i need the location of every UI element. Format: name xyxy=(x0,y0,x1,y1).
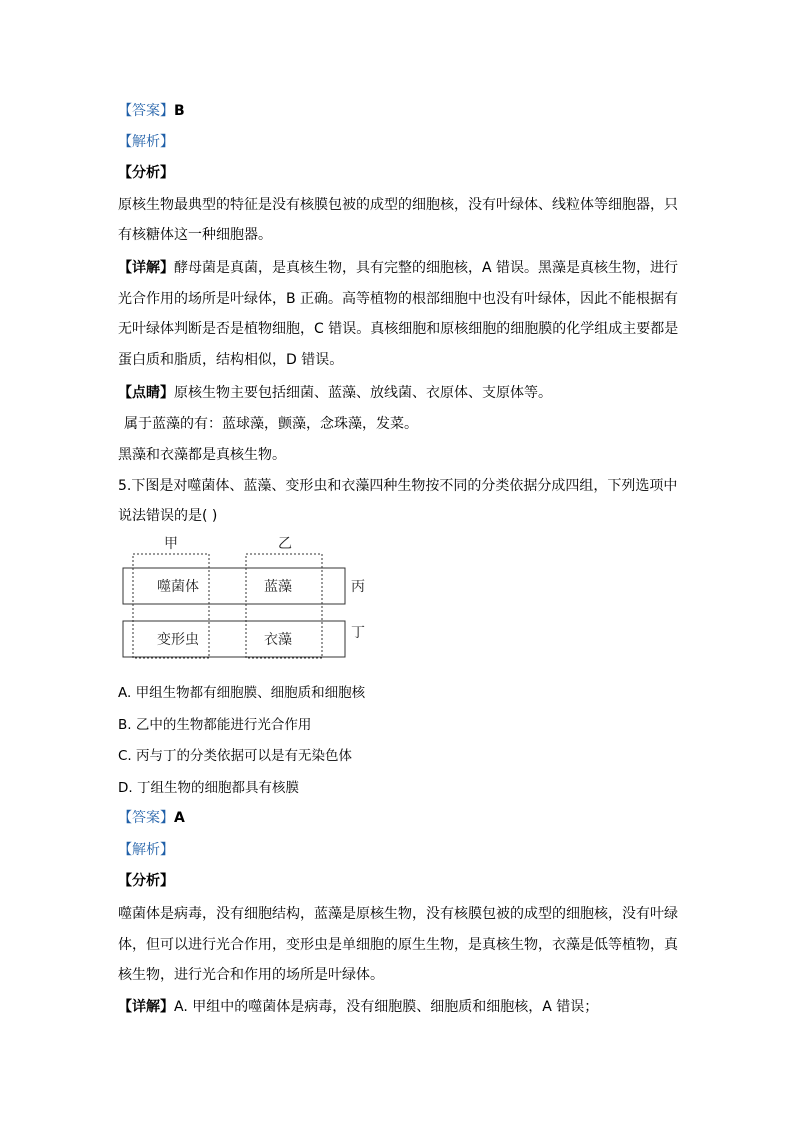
answer-line-1 xyxy=(118,101,185,121)
row-label-bing: 丙 xyxy=(351,579,365,595)
option-d: D. 丁组生物的细胞都具有核膜 xyxy=(118,780,299,796)
option-a: A. 甲组生物都有细胞膜、细胞质和细胞核 xyxy=(118,685,366,701)
question-stem-text: 5.下图是对噬菌体、蓝藻、变形虫和衣藻四种生物按不同的分类依据分成四组，下列选项中 xyxy=(118,478,678,494)
fenxi-text-line: 噬菌体是病毒，没有细胞结构，蓝藻是原核生物，没有核膜包被的成型的细胞核，没有叶绿 xyxy=(118,906,678,922)
option-b: B. 乙中的生物都能进行光合作用 xyxy=(118,717,312,733)
fenxi-text-line: 原核生物最典型的特征是没有核膜包被的成型的细胞核，没有叶绿体、线粒体等细胞器，只 xyxy=(118,197,678,213)
col-label-yi: 乙 xyxy=(278,536,292,552)
answer-value: B xyxy=(174,103,185,119)
col-label-jia: 甲 xyxy=(164,536,178,552)
answer-line-2 xyxy=(118,808,185,828)
dianjing-text-line: 属于蓝藻的有：蓝球藻，颤藻，念珠藻，发菜。 xyxy=(124,416,418,432)
cell-cyanobacteria: 蓝藻 xyxy=(264,579,292,595)
detail-line-1 xyxy=(118,258,678,278)
detail-text: A. 甲组中的噬菌体是病毒，没有细胞膜、细胞质和细胞核，A 错误； xyxy=(174,999,599,1015)
cell-amoeba: 变形虫 xyxy=(157,632,199,648)
fenxi-label: 【分析】 xyxy=(118,165,174,181)
row-label-ding: 丁 xyxy=(351,625,365,641)
question-stem-line: 说法错误的是( ) xyxy=(118,508,218,524)
answer-label: 【答案】 xyxy=(118,103,174,119)
detail-label: 【详解】 xyxy=(118,999,174,1015)
cell-phage: 噬菌体 xyxy=(157,579,199,595)
analysis-label: 【解析】 xyxy=(118,842,174,858)
fenxi-text-line: 有核糖体这一种细胞器。 xyxy=(118,227,272,243)
dianjing-text: 原核生物主要包括细菌、蓝藻、放线菌、衣原体、支原体等。 xyxy=(174,385,552,401)
detail-line-2 xyxy=(118,997,598,1017)
question-stem-line xyxy=(118,476,677,496)
classification-diagram xyxy=(118,532,378,662)
analysis-label: 【解析】 xyxy=(118,134,174,150)
option-c: C. 丙与丁的分类依据可以是有无染色体 xyxy=(118,748,353,764)
diagram-svg xyxy=(118,532,378,662)
dianjing-line-1 xyxy=(118,383,552,403)
detail-text-line: 蛋白质和脂质，结构相似，D 错误。 xyxy=(118,352,344,368)
detail-text-line: 光合作用的场所是叶绿体，B 正确。高等植物的根部细胞中也没有叶绿体，因此不能根据有 xyxy=(118,291,679,307)
answer-value: A xyxy=(174,810,185,826)
fenxi-text-line: 核生物，进行光合和作用的场所是叶绿体。 xyxy=(118,967,384,983)
dianjing-label: 【点睛】 xyxy=(118,385,174,401)
cell-chlamydomonas: 衣藻 xyxy=(264,632,292,648)
detail-text-line: 无叶绿体判断是否是植物细胞，C 错误。真核细胞和原核细胞的细胞膜的化学组成主要都是 xyxy=(118,321,679,337)
detail-text: 酵母菌是真菌，是真核生物，具有完整的细胞核，A 错误。黑藻是真核生物，进行 xyxy=(174,260,679,276)
answer-label: 【答案】 xyxy=(118,810,174,826)
dianjing-text-line: 黑藻和衣藻都是真核生物。 xyxy=(118,447,286,463)
fenxi-label: 【分析】 xyxy=(118,873,174,889)
fenxi-text-line: 体，但可以进行光合作用，变形虫是单细胞的原生生物，是真核生物，衣藻是低等植物，真 xyxy=(118,937,678,953)
detail-label: 【详解】 xyxy=(118,260,174,276)
